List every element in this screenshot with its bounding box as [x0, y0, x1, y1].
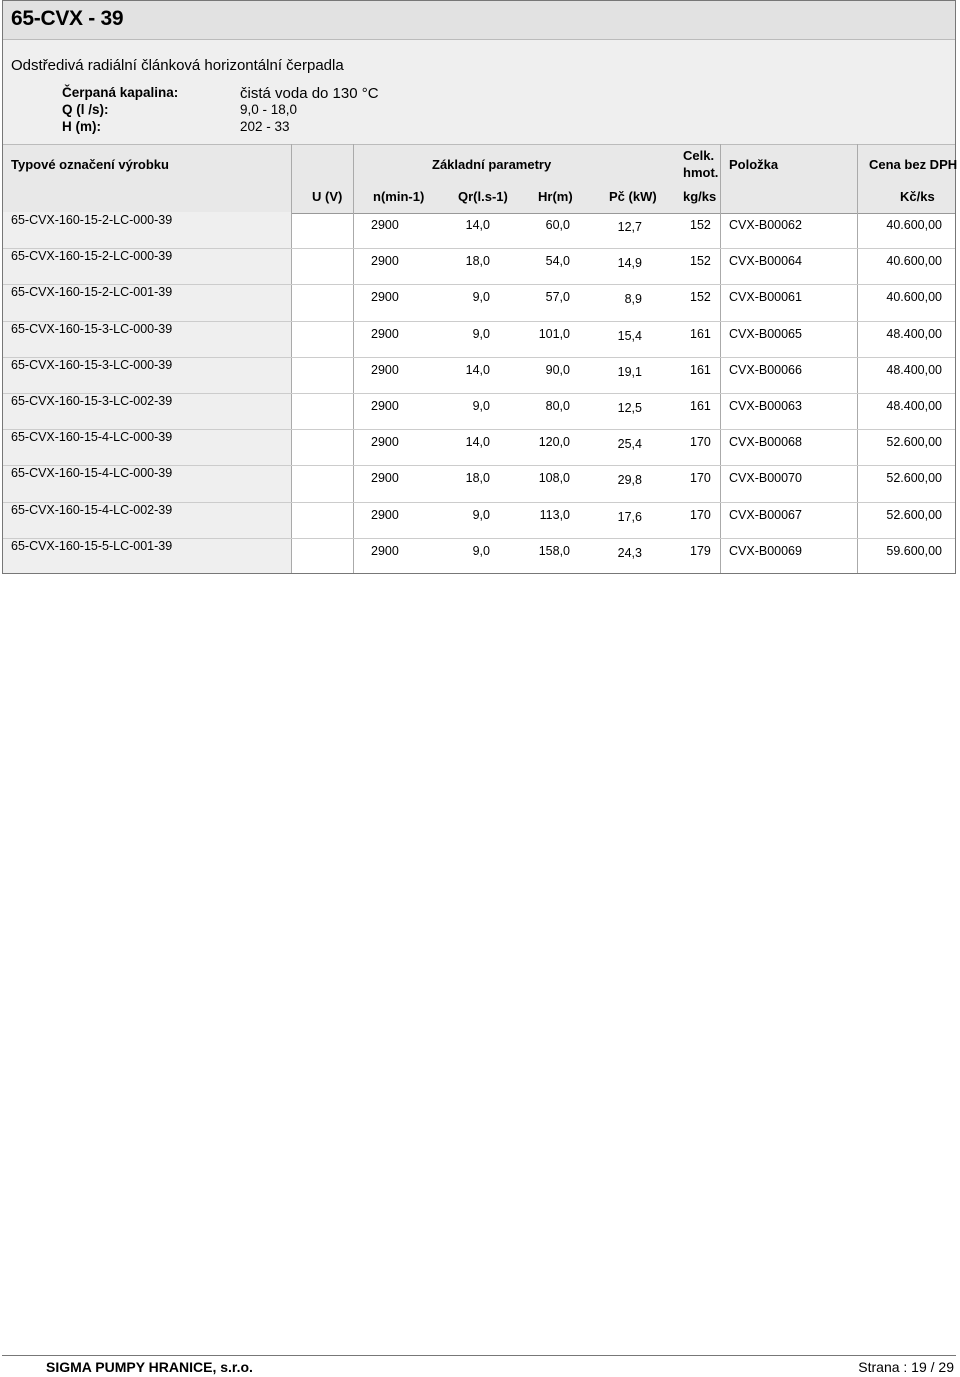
cell-h: 120,0: [538, 435, 570, 450]
cell-p: 24,3: [617, 545, 642, 560]
header-weight-unit: kg/ks: [683, 189, 717, 204]
header-p: Pč (kW): [609, 189, 657, 204]
cell-q: 18,0: [465, 254, 490, 269]
cell-p: 12,5: [617, 401, 642, 415]
cell-p: 25,4: [617, 437, 642, 452]
spec-label-q: Q (l /s):: [62, 102, 109, 117]
cell-u: 2900: [371, 471, 399, 486]
column-divider: [857, 144, 858, 573]
cell-u: 2900: [371, 218, 399, 232]
cell-item: CVX-B00067: [729, 507, 802, 522]
cell-w: 170: [690, 435, 711, 450]
cell-w: 179: [690, 543, 711, 558]
cell-q: 18,0: [465, 471, 490, 486]
cell-h: 101,0: [538, 326, 570, 341]
cell-price: 48.400,00: [886, 326, 942, 341]
cell-name: 65-CVX-160-15-2-LC-000-39: [11, 213, 173, 227]
cell-item: CVX-B00066: [729, 362, 802, 377]
cell-h: 108,0: [538, 471, 570, 486]
cell-w: 161: [690, 326, 711, 341]
header-item: Položka: [729, 157, 779, 172]
cell-price: 48.400,00: [886, 399, 942, 413]
cell-u: 2900: [371, 543, 399, 558]
header-params: Základní parametry: [432, 157, 552, 172]
cell-q: 14,0: [465, 218, 490, 232]
cell-item: CVX-B00069: [729, 543, 802, 558]
footer-rule: [2, 1355, 956, 1356]
cell-u: 2900: [371, 435, 399, 450]
cell-p: 12,7: [617, 220, 642, 234]
cell-h: 90,0: [545, 362, 570, 377]
cell-price: 52.600,00: [886, 471, 942, 486]
cell-price: 52.600,00: [886, 435, 942, 450]
cell-q: 14,0: [465, 435, 490, 450]
cell-q: 14,0: [465, 362, 490, 377]
cell-u: 2900: [371, 507, 399, 522]
footer-company: SIGMA PUMPY HRANICE, s.r.o.: [46, 1359, 253, 1375]
cell-w: 161: [690, 399, 711, 413]
cell-q: 9,0: [472, 507, 490, 522]
page-title: 65-CVX - 39: [11, 7, 124, 30]
cell-price: 40.600,00: [886, 254, 942, 269]
cell-name: 65-CVX-160-15-4-LC-000-39: [11, 466, 173, 481]
cell-item: CVX-B00068: [729, 435, 802, 450]
cell-p: 19,1: [617, 364, 642, 379]
cell-price: 59.600,00: [886, 543, 942, 558]
cell-p: 8,9: [624, 292, 642, 307]
header-q: Qr(l.s-1): [458, 189, 508, 204]
column-divider: [291, 144, 292, 573]
cell-h: 113,0: [539, 507, 570, 522]
spec-label-h: H (m):: [62, 119, 101, 134]
column-divider: [720, 144, 721, 573]
header-product: Typové označení výrobku: [11, 157, 169, 172]
cell-w: 152: [690, 290, 711, 305]
subtitle: Odstředivá radiální článková horizontální čerpadla: [11, 57, 344, 74]
header-n: n(min-1): [373, 189, 425, 204]
cell-q: 9,0: [472, 290, 490, 305]
cell-h: 80,0: [545, 399, 570, 413]
header-price: Cena bez DPH: [869, 157, 958, 172]
cell-q: 9,0: [472, 326, 490, 341]
cell-name: 65-CVX-160-15-3-LC-002-39: [11, 394, 173, 408]
cell-h: 60,0: [545, 218, 570, 232]
cell-p: 14,9: [617, 256, 642, 271]
header-u: U (V): [312, 189, 343, 204]
cell-w: 152: [690, 254, 711, 269]
header-h: Hr(m): [538, 189, 573, 204]
header-weight-2: hmot.: [683, 165, 719, 180]
cell-w: 152: [690, 218, 711, 232]
cell-price: 40.600,00: [886, 290, 942, 305]
cell-price: 40.600,00: [886, 218, 942, 232]
cell-u: 2900: [371, 254, 399, 269]
cell-h: 158,0: [538, 543, 570, 558]
cell-w: 170: [690, 507, 711, 522]
cell-w: 161: [690, 362, 711, 377]
spec-value-liquid: čistá voda do 130 °C: [240, 85, 379, 102]
column-divider: [353, 144, 354, 573]
cell-q: 9,0: [472, 399, 490, 413]
cell-name: 65-CVX-160-15-5-LC-001-39: [11, 538, 173, 553]
cell-name: 65-CVX-160-15-3-LC-000-39: [11, 321, 173, 336]
cell-name: 65-CVX-160-15-4-LC-002-39: [11, 502, 173, 517]
cell-item: CVX-B00061: [729, 290, 802, 305]
cell-item: CVX-B00064: [729, 254, 802, 269]
cell-u: 2900: [371, 326, 399, 341]
cell-h: 54,0: [545, 254, 570, 269]
cell-name: 65-CVX-160-15-3-LC-000-39: [11, 357, 173, 372]
cell-u: 2900: [371, 399, 399, 413]
cell-name: 65-CVX-160-15-2-LC-000-39: [11, 249, 173, 264]
cell-w: 170: [690, 471, 711, 486]
spec-value-q: 9,0 - 18,0: [240, 102, 298, 117]
cell-price: 52.600,00: [886, 507, 942, 522]
cell-p: 17,6: [617, 509, 642, 524]
cell-u: 2900: [371, 362, 399, 377]
cell-item: CVX-B00070: [729, 471, 802, 486]
spec-label-liquid: Čerpaná kapalina:: [62, 85, 179, 100]
cell-q: 9,0: [472, 543, 490, 558]
cell-price: 48.400,00: [886, 362, 942, 377]
cell-h: 57,0: [545, 290, 570, 305]
cell-p: 15,4: [617, 328, 642, 343]
cell-name: 65-CVX-160-15-4-LC-000-39: [11, 430, 173, 445]
spec-value-h: 202 - 33: [240, 119, 290, 134]
footer-page: Strana : 19 / 29: [858, 1359, 954, 1375]
title-band: [3, 1, 955, 39]
cell-p: 29,8: [617, 473, 642, 488]
cell-u: 2900: [371, 290, 399, 305]
header-weight-1: Celk.: [683, 148, 715, 163]
cell-item: CVX-B00063: [729, 399, 802, 413]
cell-item: CVX-B00062: [729, 218, 802, 232]
cell-item: CVX-B00065: [729, 326, 802, 341]
cell-name: 65-CVX-160-15-2-LC-001-39: [11, 285, 173, 300]
header-price-unit: Kč/ks: [900, 189, 935, 204]
